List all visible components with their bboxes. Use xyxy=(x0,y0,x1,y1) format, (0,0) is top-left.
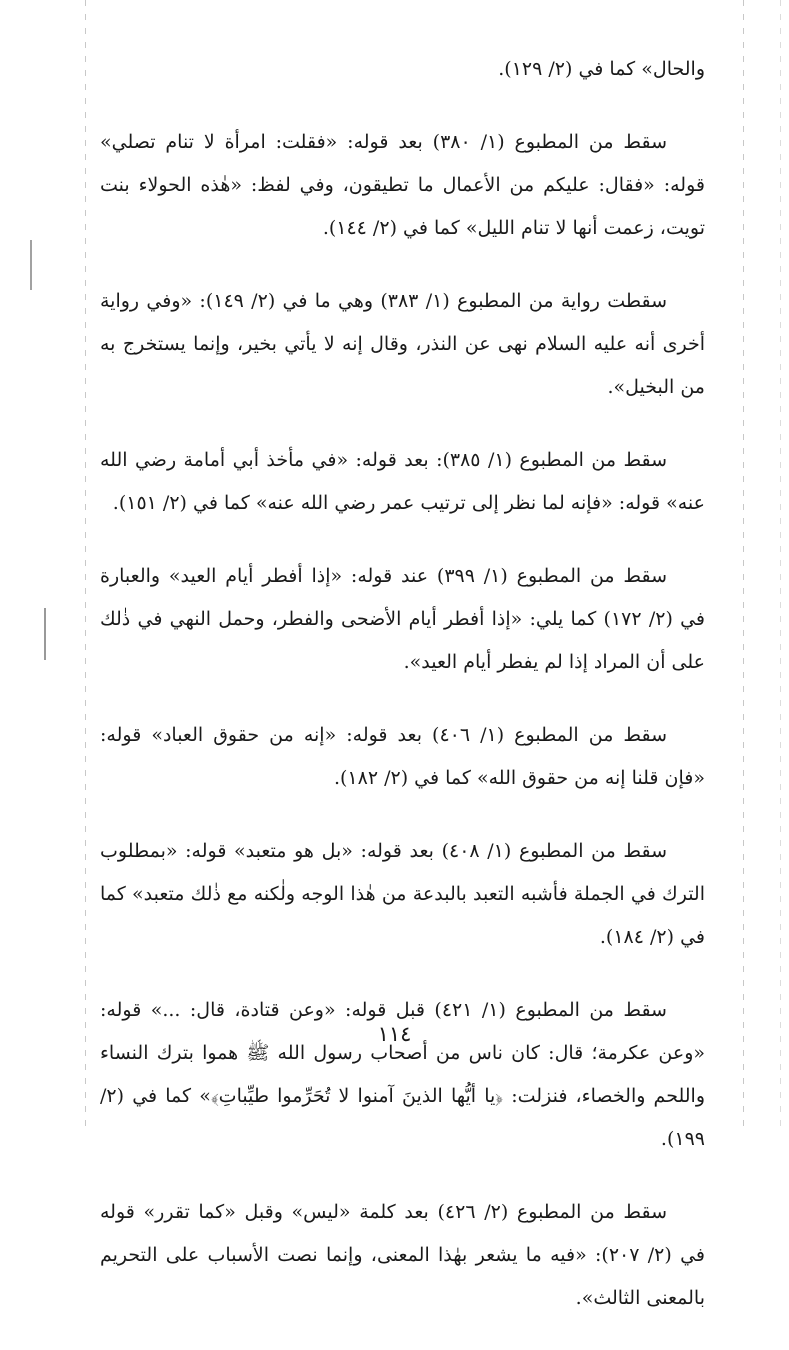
scan-fold-line-right xyxy=(743,0,744,1129)
paragraph: سقط من المطبوع (١/ ٤٠٦) بعد قوله: «إنه من حقوق العباد» قوله: «فإن قلنا إنه من حقوق الله» كما في (٢/ ١٨٢). xyxy=(100,724,705,789)
scan-mark xyxy=(30,240,32,290)
scan-fold-line-left xyxy=(85,0,86,1129)
scan-mark xyxy=(44,608,46,660)
paragraph: سقط من المطبوع (١/ ٣٨٥): بعد قوله: «في مأخذ أبي أمامة رضي الله عنه» قوله: «فإنه لما نظر إلى ترتيب عمر رضي الله عنه» كما في (٢/ ١٥١). xyxy=(100,449,705,514)
paragraph: سقط من المطبوع (١/ ٣٩٩) عند قوله: «إذا أفطر أيام العيد» والعبارة في (٢/ ١٧٢) كما يلي: «إذا أفطر أيام الأضحى والفطر، وحمل النهي في ذٰلك على أن المراد إذا لم يفطر أيام العيد». xyxy=(100,565,705,673)
scan-edge-line xyxy=(780,0,781,1129)
paragraph: سقط من المطبوع (١/ ٤٠٨) بعد قوله: «بل هو متعبد» قوله: «بمطلوب الترك في الجملة فأشبه التعبد بالبدعة من هٰذا الوجه ولٰكنه مع ذٰلك متعبد» كما في (٢/ ١٨٤). xyxy=(100,840,705,948)
page-number: ١١٤ xyxy=(377,1022,412,1046)
paragraph: سقط من المطبوع (٢/ ٤٢٦) بعد كلمة «ليس» وقبل «كما تقرر» قوله في (٢/ ٢٠٧): «فيه ما يشعر بهٰذا المعنى، وإنما نصت الأسباب على التحريم بالمعنى الثالث». xyxy=(100,1201,705,1309)
page-body xyxy=(100,48,705,1350)
paragraph: سقط من المطبوع (١/ ٣٨٠) بعد قوله: «فقلت: امرأة لا تنام تصلي» قوله: «فقال: عليكم من الأعمال ما تطيقون، وفي لفظ: «هٰذه الحولاء بنت تويت، زعمت أنها لا تنام الليل» كما في (٢/ ١٤٤). xyxy=(100,131,705,239)
paragraph: سقطت رواية من المطبوع (١/ ٣٨٣) وهي ما في (٢/ ١٤٩): «وفي رواية أخرى أنه عليه السلام نهى عن النذر، وقال إنه لا يأتي بخير، وإنما يستخرج به من البخيل». xyxy=(100,290,705,398)
paragraph: والحال» كما في (٢/ ١٢٩). xyxy=(498,58,705,80)
paragraph: سقط من المطبوع (١/ ٤٢١) قبل قوله: «وعن قتادة، قال: ...» قوله: «وعن عكرمة؛ قال: كان ناس من أصحاب رسول الله ﷺ هموا بترك النساء واللحم والخصاء، فنزلت: ﴿يا أيُّها الذينَ آمنوا لا تُحَرِّموا طيِّباتِ﴾» كما في (٢/ ١٩٩). xyxy=(100,999,705,1150)
